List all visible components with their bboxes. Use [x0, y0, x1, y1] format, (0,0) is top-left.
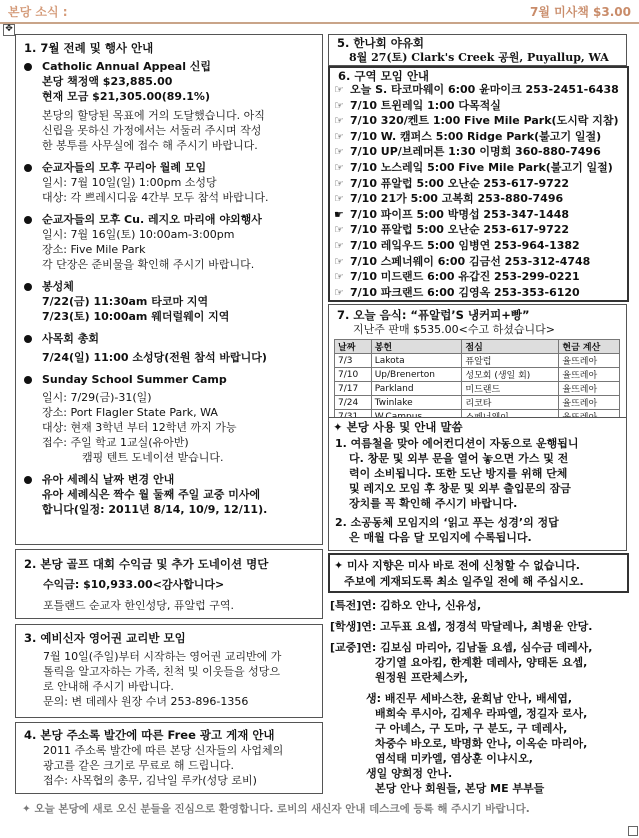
notebook-icon: ☞ [334, 223, 344, 237]
bullet-icon [24, 283, 32, 291]
table-row: 7/10 Up/Brenerton 성모회 (생일 회) 율뜨레아 [335, 368, 620, 382]
list-item: ☞ 7/10 미드랜드 6:00 유갑진 253-299-0221 [334, 270, 580, 284]
table-header-row: 날짜 봉헌 점심 현금 계산 [335, 340, 620, 354]
page-header [0, 0, 639, 24]
notebook-icon: ☞ [334, 98, 344, 112]
list-item: ☞ 7/10 파크랜드 6:00 김영옥 253-353-6120 [334, 285, 580, 299]
footer-text: 오늘 본당에 새로 오신 분들을 진심으로 환영합니다. 로비의 새신자 안내 데스크에 등록 해 주시기 바랍니다. [34, 803, 530, 815]
header-left: 본당 소식 : [8, 5, 68, 19]
list-item: ☞ 7/10 트윈레잌 1:00 다목적실 [334, 98, 501, 112]
list-item: ☞ 7/10 퓨알럽 5:00 오난순 253-617-9722 [334, 176, 570, 190]
notebook-icon: ☞ [334, 270, 344, 284]
notebook-icon: ☞ [334, 176, 344, 190]
section-3-title: 3. 예비신자 영어권 교리반 모임 [24, 631, 186, 645]
section-2-title: 2. 본당 골프 대회 수익금 및 추가 도네이션 명단 [24, 557, 269, 571]
notice-icon: ✦ [22, 803, 35, 815]
resize-handle-icon[interactable] [628, 826, 638, 836]
section-8-title: 본당 사용 및 안내 말씀 [346, 420, 463, 434]
section-6-title: 6. 구역 모임 안내 [338, 69, 430, 83]
notice-icon: ✦ [334, 559, 348, 572]
notebook-icon: ☞ [334, 238, 344, 252]
list-item: ☞ 7/10 노스레잌 5:00 Five Mile Park(불고기 일절) [334, 160, 613, 174]
notebook-icon: ☞ [334, 114, 344, 128]
notebook-icon: ☞ [334, 192, 344, 206]
bullet-icon [24, 335, 32, 343]
notebook-icon: ☞ [334, 145, 344, 159]
section-5-title: 5. 한나회 야유회 [337, 36, 425, 50]
section-2: 2. 본당 골프 대회 수익금 및 추가 도네이션 명단 수익금: $10,933.00<감사합니다> 포틀랜드 순교자 한인성당, 퓨알럽 구역. [15, 549, 323, 619]
notebook-icon: ☞ [334, 285, 344, 299]
list-item: ☞ 7/10 21가 5:00 고복희 253-880-7496 [334, 192, 564, 206]
section-8: ✦ 본당 사용 및 안내 말씀 1. 여름철을 맞아 에어컨디션이 자동으로 운행됩니 다. 창문 및 외부 문을 열어 놓으면 가스 및 전 력이 소비됩니다. 또한 도난 방지를 위해 단체 및 레지오 모임 후 창문 및 외부 출입문의 잠금 장치를 꼭 확인해 주시기 바랍니다. 2. 소공동체 모임지의 ‘읽고 푸는 성경’의 정답 은 매월 다음 달 모임지에 수록됩니다. [328, 417, 627, 551]
table-row: 7/17 Parkland 미드랜드 율뜨레아 [335, 382, 620, 396]
list-item: ☛ 7/10 파이프 5:00 박명섭 253-347-1448 [334, 207, 570, 221]
bullet-icon [24, 376, 32, 384]
list-item: ☞ 오늘 S. 타코마웨이 6:00 윤마이크 253-2451-6438 [334, 83, 619, 96]
schedule-list [334, 82, 624, 300]
footer-bar [0, 798, 639, 818]
section-4: 4. 본당 주소록 발간에 따른 Free 광고 게재 안내 2011 주소록 발간에 따른 본당 신자들의 사업체의 광고를 같은 크기로 무료로 해 드립니다. 접수: 사목협의 총무, 김낙일 루카(성당 로비) [15, 722, 323, 794]
section-1-title: 1. 7월 전례 및 행사 안내 [24, 41, 154, 55]
section-7: 7. 오늘 음식: “퓨알럽’S 냉커피+빵” 지난주 판매 $535.00<수고 하셨습니다> 날짜 봉헌 점심 현금 계산 7/3 Lakota 퓨알럽 율뜨레아 7/10 Up/Brenerton 성모회 (생일 회) 율뜨레아 7/17 Parkland 미드랜드 율뜨레아 7/24 Twinlake 리코타 율뜨레아 [328, 304, 627, 418]
section-4-title: 4. 본당 주소록 발간에 따른 Free 광고 게재 안내 [24, 728, 275, 742]
section-6 [328, 66, 629, 302]
section-1-body: Catholic Annual Appeal 신립 본당 책정액 $23,885.00 현재 모금 $21,305.00(89.1%) 본당의 할당된 목표에 거의 도달했습니다. 아직 신립을 못하신 가정에서는 서둘러 주시며 작성 한 봉투를 사무실에 접수 해 주시기 바랍니다. 순교자들의 모후 꾸리아 월례 모임 일시: 7월 10일(일) 1:00pm 소성당 대상: 각 쁘레시디움 4간부 모두 참석 바랍니다. 순교자들의 모후 Cu. 레지오 마리애 야외행사 일시: 7월 16일(토) 10:00am-3:00pm 장소: Five Mile Park 각 단장은 준비물을 확인해 주시기 바랍니다. 봉성체 7/22(금) 11:30am 타코마 지역 7/23(토) 10:00am 웨더럴웨이 지역 사목회 총회 7/24(일) 11:00 소성당(전원 참석 바랍니다) Sunday School Summer Camp 일시: 7/29(금)-31(일) 장소: Port Flagler State Park, WA 대상: 현재 3학년 부터 12학년 까지 가능 접수: 주일 학교 1교실(유아반) 캠핑 텐트 도네이션 받습니다. 유아 세례식 날짜 변경 안내 유아 세례식은 짝수 월 둘째 주일 교중 미사에 합니다(일정: 2011년 8/14, 10/9, 12/11). [24, 59, 316, 517]
section-5: 5. 한나회 야유회 8월 27(토) Clark's Creek 공원, Puyallup, WA [328, 34, 627, 66]
notebook-icon: ☞ [334, 160, 344, 174]
notice-icon: ✦ [333, 420, 347, 434]
list-item: ☞ 7/10 UP/브레머튼 1:30 이명희 360-880-7496 [334, 145, 601, 159]
bullet-icon [24, 164, 32, 172]
move-handle-icon[interactable]: ✥ [3, 24, 15, 36]
hand-pointer-icon: ☛ [334, 207, 344, 221]
notebook-icon: ☞ [334, 129, 344, 143]
section-1 [15, 34, 323, 545]
section-7-title: 7. 오늘 음식: “퓨알럽’S 냉커피+빵” [337, 308, 530, 322]
list-item: ☞ 7/10 스페너웨이 6:00 김금선 253-312-4748 [334, 254, 591, 268]
bullet-icon [24, 476, 32, 484]
list-item: ☞ 7/10 레잌우드 5:00 임병연 253-964-1382 [334, 238, 580, 252]
list-item: ☞ 7/10 W. 캠퍼스 5:00 Ridge Park(불고기 일절) [334, 129, 602, 143]
section-9: ✦ 미사 지향은 미사 바로 전에 신청할 수 없습니다. 주보에 게재되도록 최소 일주일 전에 해 주십시오. [328, 553, 629, 593]
lunch-table [334, 339, 620, 424]
list-item: ☞ 7/10 퓨알럽 5:00 오난순 253-617-9722 [334, 223, 570, 237]
notebook-icon: ☞ [334, 83, 344, 96]
bullet-icon [24, 63, 32, 71]
table-row: 7/3 Lakota 퓨알럽 율뜨레아 [335, 354, 620, 368]
table-row: 7/24 Twinlake 리코타 율뜨레아 [335, 396, 620, 410]
header-right: 7월 미사책 $3.00 [529, 5, 631, 19]
bullet-icon [24, 216, 32, 224]
list-item: ☞ 7/10 320/켄트 1:00 Five Mile Park(도시락 지참) [334, 114, 619, 128]
prayer-intentions: [특전]연: 김하오 안나, 신유성, [학생]연: 고두표 요셉, 정경석 막달레나, 최병윤 안당. [교중]연: 김보심 마리아, 김남돌 요셉, 심수금 데레사, 강기열 요아킴, 한계환 데레사, 양태돈 요셉, 원정원 프란체스카, 생: 배진무 세바스챤, 윤희남 안나, 배세엽, 배희숙 루시아, 김제우 라파엘, 정길자 로사, 구 아녜스, 구 도마, 구 분도, 구 데레사, 차중수 바오로, 박명화 안나, 이옥순 마리아, 염석태 미카엘, 염상훈 이냐시오, 생일 양희정 안나. 본당 안나 회원들, 본당 ME 부부들 [330, 599, 593, 795]
notebook-icon: ☞ [334, 254, 344, 268]
section-3: 3. 예비신자 영어권 교리반 모임 7월 10일(주일)부터 시작하는 영어권 교리반에 가 톨릭을 알고자하는 가족, 친척 및 이웃들을 성당으 로 안내해 주시기 바랍니다. 문의: 변 데레사 원장 수녀 253-896-1356 [15, 624, 323, 718]
